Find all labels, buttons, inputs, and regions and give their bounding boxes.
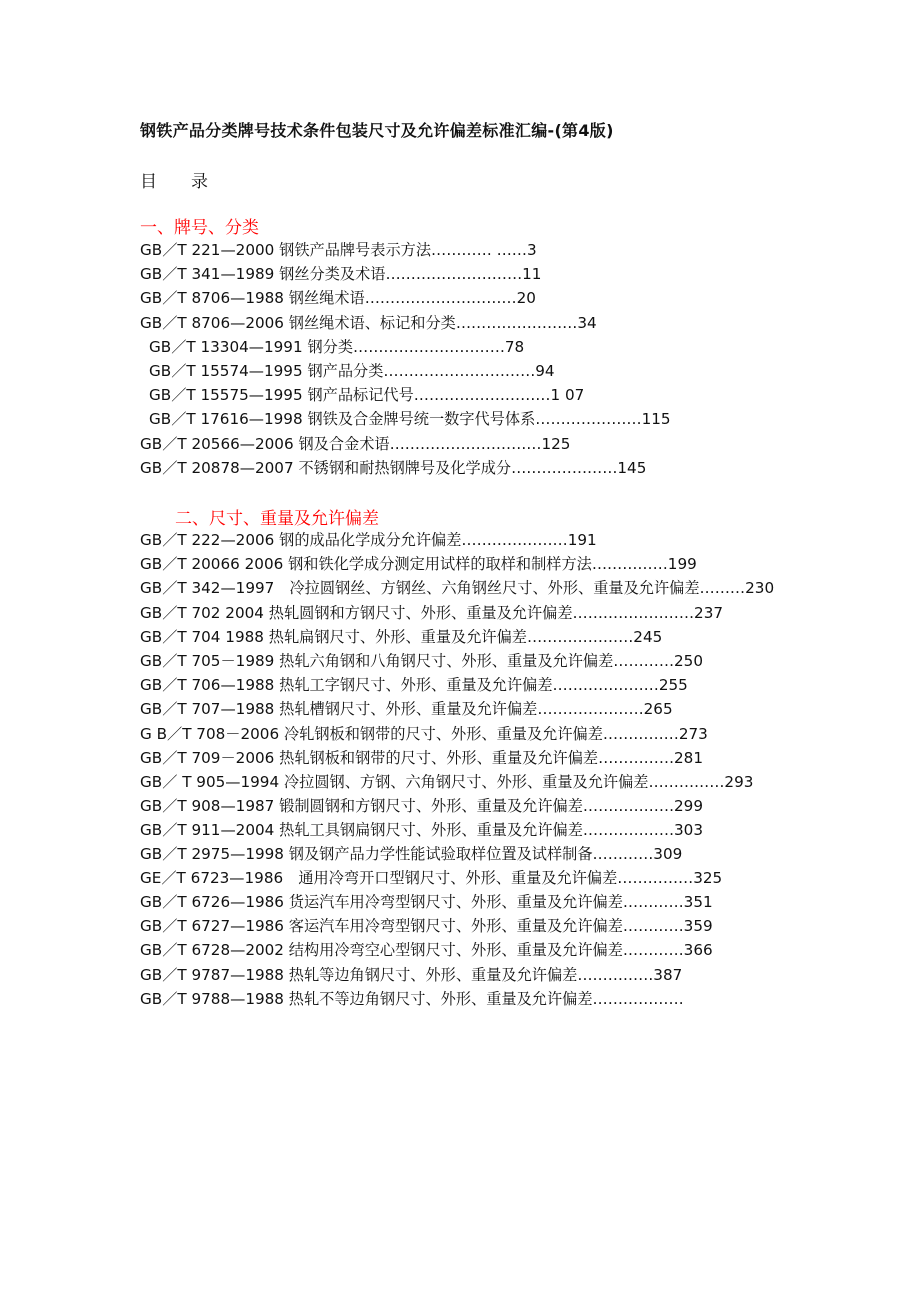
toc-entry: GB／T 705－1989 热轧六角钢和八角钢尺寸、外形、重量及允许偏差…………250: [140, 652, 703, 671]
toc-entry: GB／T 2975—1998 钢及钢产品力学性能试验取样位置及试样制备…………309: [140, 844, 683, 863]
toc-entry: GB／T 908—1987 锻制圆钢和方钢尺寸、外形、重量及允许偏差………………299: [140, 797, 703, 816]
toc-entry: GE／T 6723—1986 通用冷弯开口型钢尺寸、外形、重量及允许偏差……………325: [140, 868, 723, 887]
toc-entry: GB／T 13304—1991 钢分类…………………………78: [149, 337, 525, 356]
toc-entry: GB／T 911—2004 热轧工具钢扁钢尺寸、外形、重量及允许偏差………………303: [140, 821, 703, 840]
toc-entry: GB／T 15575—1995 钢产品标记代号………………………1 07: [149, 386, 585, 405]
toc-entry: GB／T 8706—2006 钢丝绳术语、标记和分类……………………34: [140, 313, 597, 332]
toc-entry: GB／T 20878—2007 不锈钢和耐热钢牌号及化学成分…………………145: [140, 458, 647, 477]
toc-entry: GB／T 9787—1988 热轧等边角钢尺寸、外形、重量及允许偏差……………387: [140, 965, 683, 984]
section-grades-entries: [140, 238, 800, 480]
toc-entry: GB／T 342—1997 冷拉圆钢丝、方钢丝、六角钢丝尺寸、外形、重量及允许偏差………230: [140, 579, 775, 598]
toc-entry: GB／T 17616—1998 钢铁及合金牌号统一数字代号体系…………………115: [149, 410, 671, 429]
toc-entry: GB／T 222—2006 钢的成品化学成分允许偏差…………………191: [140, 531, 597, 549]
toc-heading-char-1: 目: [140, 172, 157, 192]
section-title-grades: 一、牌号、分类: [140, 218, 259, 238]
toc-entry: GB／T 709－2006 热轧钢板和钢带的尺寸、外形、重量及允许偏差……………281: [140, 748, 703, 767]
toc-entry: GB／T 20566—2006 钢及合金术语…………………………125: [140, 434, 571, 453]
toc-entry: GB／T 20066 2006 钢和铁化学成分测定用试样的取样和制样方法……………199: [140, 555, 697, 574]
toc-entry: GB／T 6726—1986 货运汽车用冷弯型钢尺寸、外形、重量及允许偏差…………351: [140, 892, 713, 911]
section-title-dimensions: 二、尺寸、重量及允许偏差: [175, 509, 379, 529]
toc-entry: GB／T 9788—1988 热轧不等边角钢尺寸、外形、重量及允许偏差………………: [140, 989, 684, 1008]
toc-entry: G B／T 708－2006 冷轧钢板和钢带的尺寸、外形、重量及允许偏差……………273: [140, 724, 708, 743]
toc-heading: [140, 167, 208, 192]
toc-entry: GB／T 707—1988 热轧槽钢尺寸、外形、重量及允许偏差…………………265: [140, 700, 673, 719]
section-dimensions-entries: [140, 528, 800, 1011]
toc-entry: GB／T 6728—2002 结构用冷弯空心型钢尺寸、外形、重量及允许偏差…………366: [140, 940, 713, 959]
toc-entry: GB／T 702 2004 热轧圆钢和方钢尺寸、外形、重量及允许偏差……………………237: [140, 603, 724, 622]
document-title: 钢铁产品分类牌号技术条件包装尺寸及允许偏差标准汇编-(第4版): [140, 121, 614, 140]
toc-entry: GB／T 15574—1995 钢产品分类…………………………94: [149, 362, 555, 381]
toc-entry: GB／T 706—1988 热轧工字钢尺寸、外形、重量及允许偏差…………………255: [140, 676, 688, 695]
toc-entry: GB／T 704 1988 热轧扁钢尺寸、外形、重量及允许偏差…………………245: [140, 627, 663, 646]
toc-entry: GB／T 221—2000 钢铁产品牌号表示方法………… ……3: [140, 241, 537, 259]
toc-entry: GB／ T 905—1994 冷拉圆钢、方钢、六角钢尺寸、外形、重量及允许偏差……………293: [140, 773, 754, 792]
toc-heading-char-2: 录: [191, 172, 208, 192]
toc-entry: GB／T 6727—1986 客运汽车用冷弯型钢尺寸、外形、重量及允许偏差…………359: [140, 916, 713, 935]
toc-entry: GB／T 8706—1988 钢丝绳术语…………………………20: [140, 289, 536, 308]
toc-entry: GB／T 341—1989 钢丝分类及术语………………………11: [140, 265, 542, 284]
